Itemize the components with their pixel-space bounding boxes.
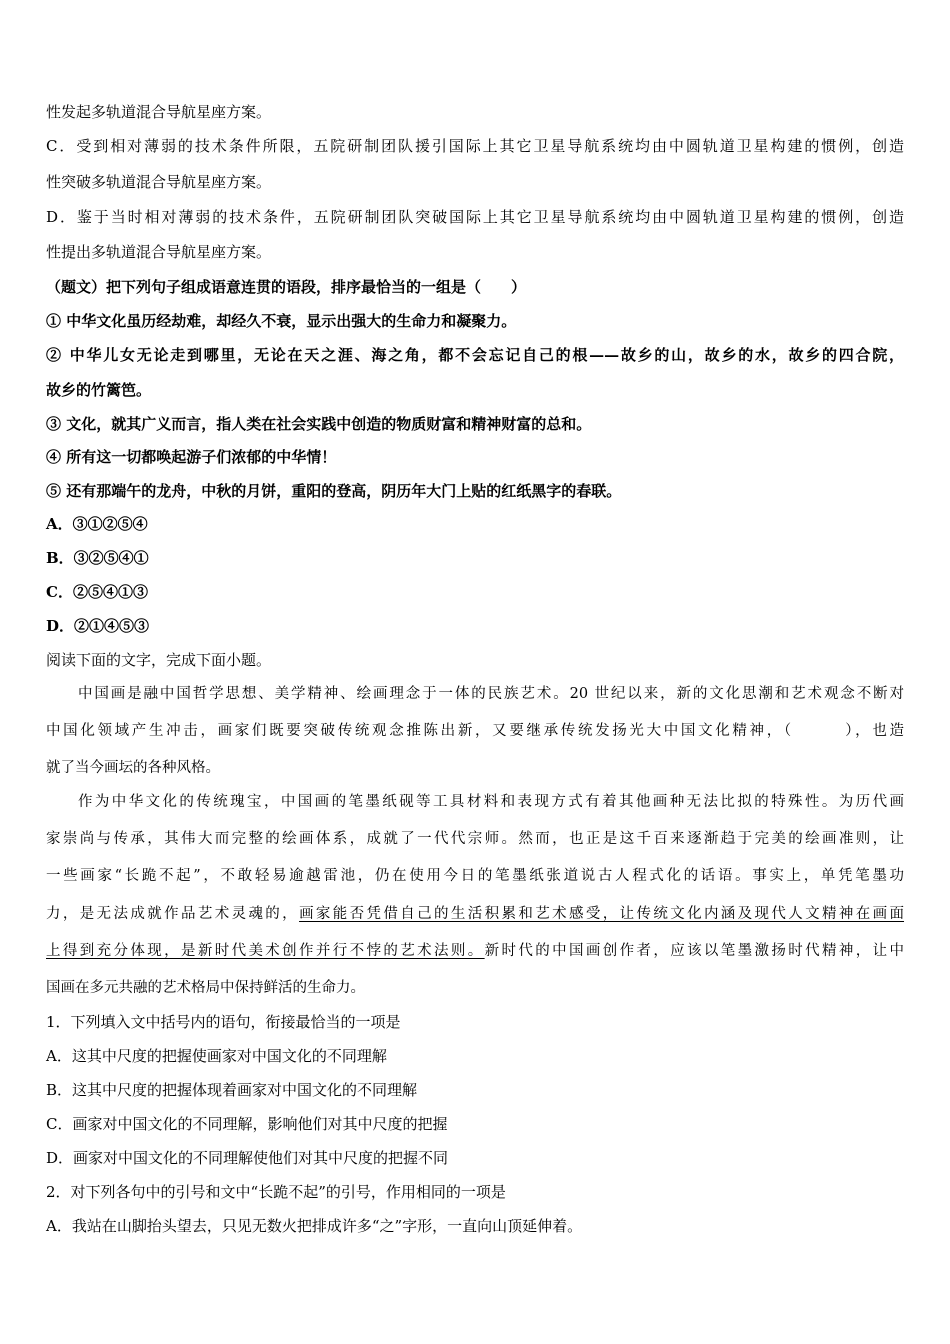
order-option-b: B．③②⑤④① xyxy=(46,549,149,567)
question-2-stem: 2．对下列各句中的引号和文中“长跪不起”的引号，作用相同的一项是 xyxy=(46,1183,506,1201)
order-question-stem: （题文）把下列句子组成语意连贯的语段，排序最恰当的一组是（ ） xyxy=(46,278,527,296)
question-1-stem: 1．下列填入文中括号内的语句，衔接最恰当的一项是 xyxy=(46,1013,401,1031)
order-option-d: D．②①④⑤③ xyxy=(46,617,150,635)
sentence-2-line-2: 故乡的竹篱笆。 xyxy=(46,381,152,399)
option-b-continuation: 性发起多轨道混合导航星座方案。 xyxy=(46,103,272,121)
passage-p2-line-4 xyxy=(46,904,904,924)
sentence-2-line-1: ② 中华儿女无论走到哪里，无论在天之涯、海之角，都不会忘记自己的根——故乡的山，故乡的水，故乡的四合院， xyxy=(46,346,904,364)
question-1-option-d: D．画家对中国文化的不同理解使他们对其中尺度的把握不同 xyxy=(46,1149,449,1167)
question-1-option-b: B．这其中尺度的把握体现着画家对中国文化的不同理解 xyxy=(46,1081,418,1099)
question-1-option-c: C．画家对中国文化的不同理解，影响他们对其中尺度的把握 xyxy=(46,1115,448,1133)
underlined-sentence-part-1: 画家能否凭借自己的生活积累和艺术感受，让传统文化内涵及现代人文精神在画面 xyxy=(299,906,905,922)
option-c-line-1: C．受到相对薄弱的技术条件所限，五院研制团队援引国际上其它卫星导航系统均由中圆轨道卫星构建的惯例，创造 xyxy=(46,137,904,155)
passage-p1-line-3: 就了当今画坛的各种风格。 xyxy=(46,760,220,776)
passage-p2-line-6: 国画在多元共融的艺术格局中保持鲜活的生命力。 xyxy=(46,980,365,996)
passage-p2-line-2: 家崇尚与传承，其伟大而完整的绘画体系，成就了一代代宗师。然而，也正是这千百来逐渐趋于完美的绘画准则，让 xyxy=(46,831,904,847)
order-option-c: C．②⑤④①③ xyxy=(46,583,148,601)
passage-p2-line-4-plain: 力，是无法成就作品艺术灵魂的， xyxy=(46,906,300,922)
passage-p2-line-5-plain: 新时代的中国画创作者，应该以笔墨激扬时代精神，让中 xyxy=(484,943,905,959)
sentence-5: ⑤ 还有那端午的龙舟，中秋的月饼，重阳的登高，阴历年大门上贴的红纸黑字的春联。 xyxy=(46,482,622,500)
question-2-option-a: A．我站在山脚抬头望去，只见无数火把排成许多“之”字形，一直向山顶延伸着。 xyxy=(46,1217,583,1235)
passage-p2-line-5 xyxy=(46,941,904,961)
passage-p2-line-3: 一些画家“长跪不起”，不敢轻易逾越雷池，仍在使用今日的笔墨纸张道说古人程式化的话语。事实上，单凭笔墨功 xyxy=(46,868,904,884)
passage-p2-line-1: 作为中华文化的传统瑰宝，中国画的笔墨纸砚等工具材料和表现方式有着其他画种无法比拟的特殊性。为历代画 xyxy=(78,794,904,810)
sentence-3: ③ 文化，就其广义而言，指人类在社会实践中创造的物质财富和精神财富的总和。 xyxy=(46,415,592,433)
option-d-line-2: 性提出多轨道混合导航星座方案。 xyxy=(46,243,272,261)
underlined-sentence-part-2: 上得到充分体现，是新时代美术创作并行不悖的艺术法则。 xyxy=(46,943,485,959)
passage-p1-line-1: 中国画是融中国哲学思想、美学精神、绘画理念于一体的民族艺术。20 世纪以来，新的文化思潮和艺术观念不断对 xyxy=(78,686,904,702)
reading-instruction: 阅读下面的文字，完成下面小题。 xyxy=(46,651,272,669)
passage-p1-line-2: 中国化领域产生冲击，画家们既要突破传统观念推陈出新，又要继承传统发扬光大中国文化精神，（ ），也造 xyxy=(46,723,904,739)
sentence-4: ④ 所有这一切都唤起游子们浓郁的中华情！ xyxy=(46,448,337,466)
option-d-line-1: D．鉴于当时相对薄弱的技术条件，五院研制团队突破国际上其它卫星导航系统均由中圆轨道卫星构建的惯例，创造 xyxy=(46,208,904,226)
order-option-a: A．③①②⑤④ xyxy=(46,515,148,533)
sentence-1: ① 中华文化虽历经劫难，却经久不衰，显示出强大的生命力和凝聚力。 xyxy=(46,312,517,330)
question-1-option-a: A．这其中尺度的把握使画家对中国文化的不同理解 xyxy=(46,1047,387,1065)
option-c-line-2: 性突破多轨道混合导航星座方案。 xyxy=(46,173,272,191)
